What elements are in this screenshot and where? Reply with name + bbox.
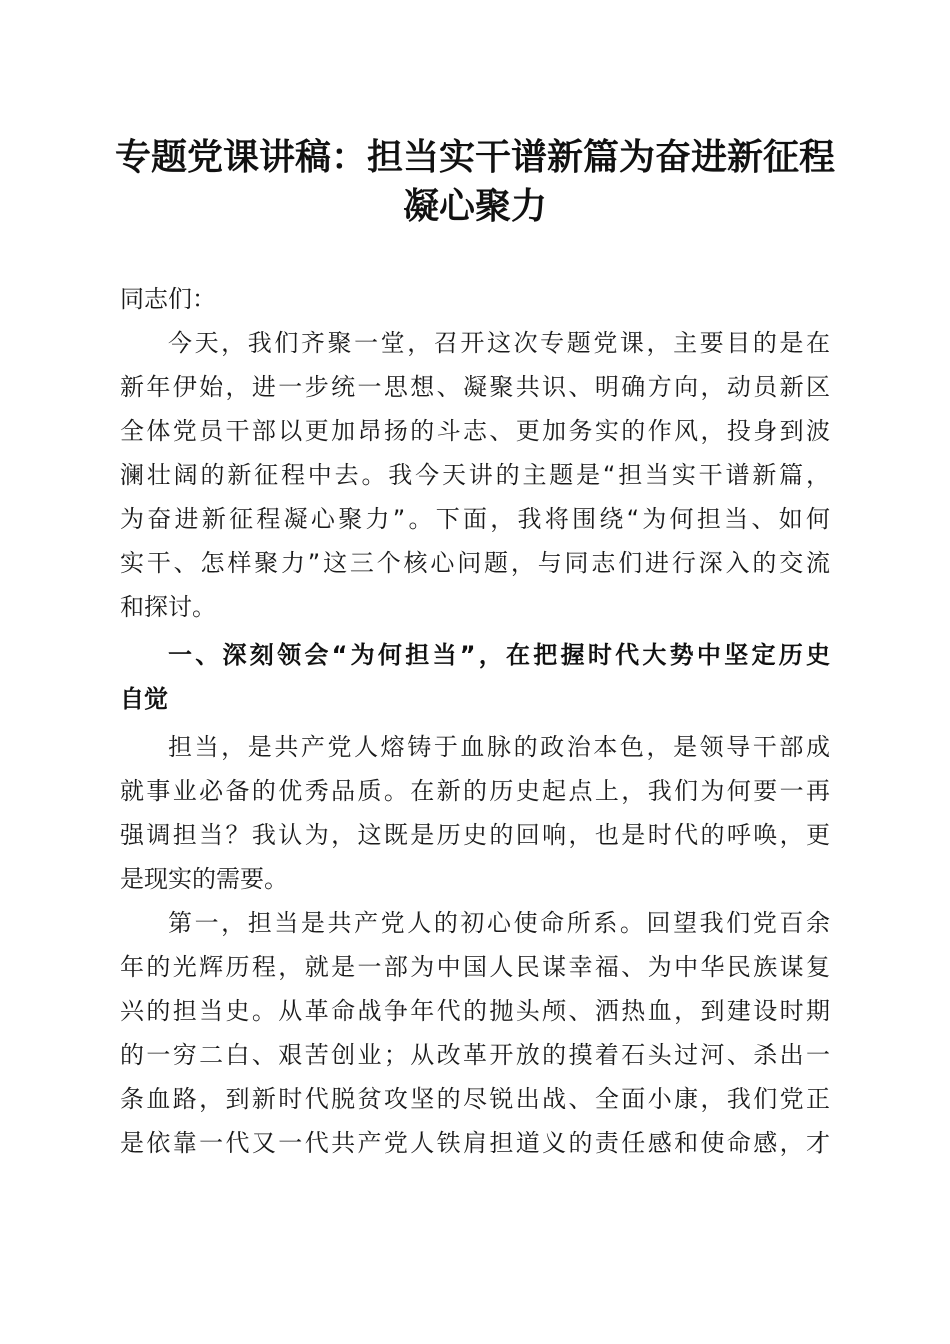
paragraph-three-line: 年的光辉历程，就是一部为中国人民谋幸福、为中华民族谋复 — [120, 953, 830, 981]
intro-paragraph-line: 和探讨。 — [120, 593, 216, 621]
intro-paragraph-line: 为奋进新征程凝心聚力”。下面，我将围绕“为何担当、如何 — [120, 505, 830, 533]
section-heading-line: 一、深刻领会“为何担当”，在把握时代大势中坚定历史 — [168, 641, 830, 669]
paragraph-two-line: 担当，是共产党人熔铸于血脉的政治本色，是领导干部成 — [168, 733, 830, 761]
intro-paragraph-line: 澜壮阔的新征程中去。我今天讲的主题是“担当实干谱新篇， — [120, 461, 830, 489]
document-title-line-1: 专题党课讲稿：担当实干谱新篇为奋进新征程 — [114, 136, 835, 178]
salutation: 同志们： — [120, 285, 216, 313]
paragraph-two-line: 就事业必备的优秀品质。在新的历史起点上，我们为何要一再 — [120, 777, 830, 805]
paragraph-three-line: 第一，担当是共产党人的初心使命所系。回望我们党百余 — [168, 909, 830, 937]
paragraph-three-line: 条血路，到新时代脱贫攻坚的尽锐出战、全面小康，我们党正 — [120, 1085, 830, 1113]
intro-paragraph-line: 新年伊始，进一步统一思想、凝聚共识、明确方向，动员新区 — [120, 373, 830, 401]
paragraph-two-line: 强调担当？我认为，这既是历史的回响，也是时代的呼唤，更 — [120, 821, 830, 849]
document-title-line-2: 凝心聚力 — [402, 185, 547, 227]
intro-paragraph-line: 全体党员干部以更加昂扬的斗志、更加务实的作风，投身到波 — [120, 417, 830, 445]
paragraph-three-line: 的一穷二白、艰苦创业；从改革开放的摸着石头过河、杀出一 — [120, 1041, 830, 1069]
paragraph-three-line: 兴的担当史。从革命战争年代的抛头颅、洒热血，到建设时期 — [120, 997, 830, 1025]
paragraph-three-line: 是依靠一代又一代共产党人铁肩担道义的责任感和使命感，才 — [120, 1129, 830, 1157]
paragraph-two-line: 是现实的需要。 — [120, 865, 288, 893]
intro-paragraph-line: 今天，我们齐聚一堂，召开这次专题党课，主要目的是在 — [168, 329, 830, 357]
section-heading-line: 自觉 — [120, 685, 168, 713]
intro-paragraph-line: 实干、怎样聚力”这三个核心问题，与同志们进行深入的交流 — [120, 549, 830, 577]
